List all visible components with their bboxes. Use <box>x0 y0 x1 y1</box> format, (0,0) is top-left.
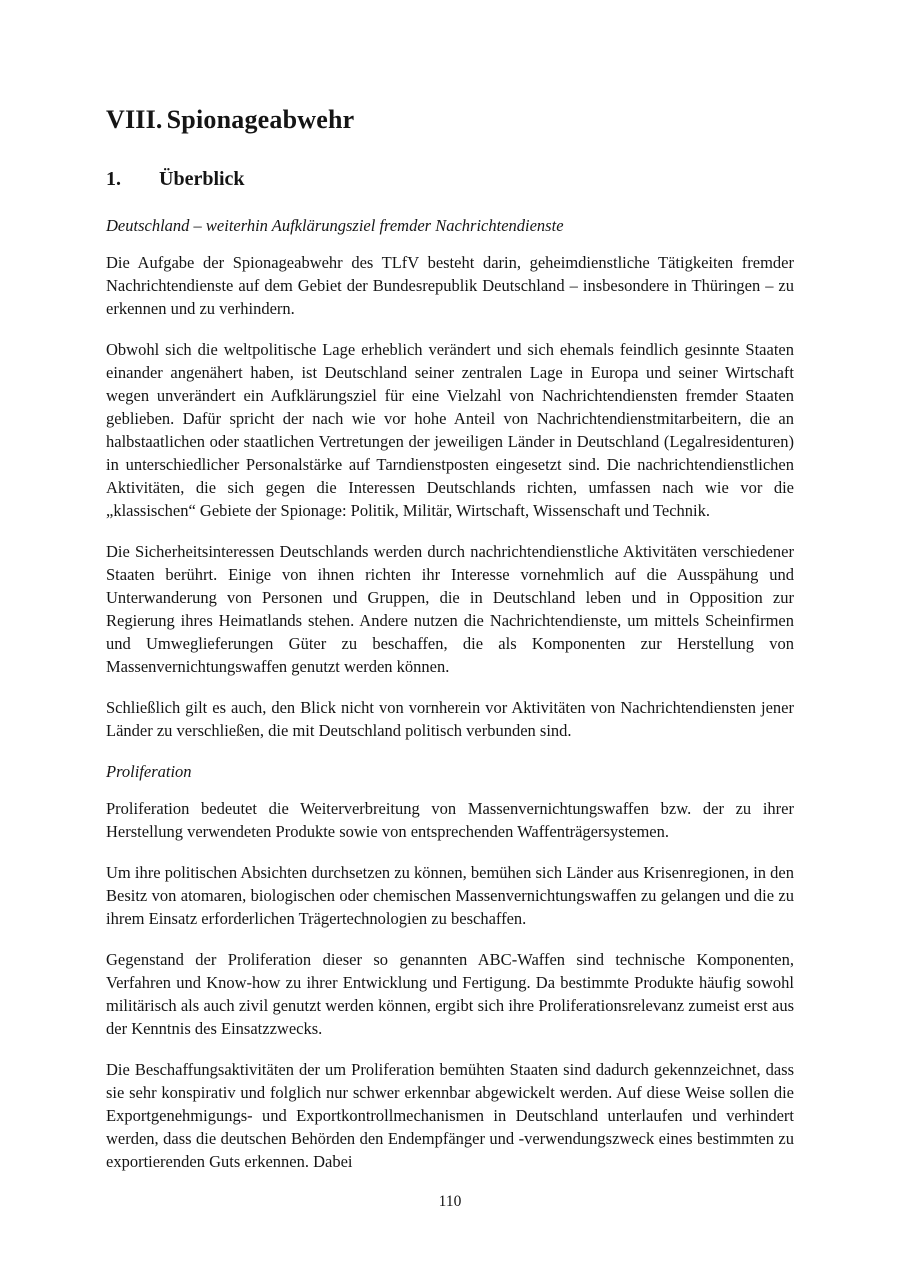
section-heading <box>106 166 794 192</box>
paragraph: Schließlich gilt es auch, den Blick nicht von vornherein vor Aktivitäten von Nachrichtendiensten jener Länder zu verschließen, die mit Deutschland politisch verbunden sind. <box>106 698 794 740</box>
chapter-title: Spionageabwehr <box>166 105 355 134</box>
section-number: 1. <box>106 168 121 190</box>
section-title: Überblick <box>159 168 245 190</box>
chapter-number: VIII. <box>106 105 163 134</box>
overview-paragraphs <box>106 251 794 742</box>
paragraph: Gegenstand der Proliferation dieser so genannten ABC-Waffen sind technische Komponenten, Verfahren und Know-how zu ihrer Entwicklung und Fertigung. Da bestimmte Produkte häufig sowohl militärisch als auch zivil genutzt werden können, ergibt sich ihre Proliferationsrelevanz zumeist erst aus der Kenntnis des Einsatzzwecks. <box>106 950 794 1038</box>
paragraph: Um ihre politischen Absichten durchsetzen zu können, bemühen sich Länder aus Krisenregionen, in den Besitz von atomaren, biologischen oder chemischen Massenvernichtungswaffen zu gelangen und die zu ihrem Einsatz erforderlichen Trägertechnologien zu beschaffen. <box>106 863 794 928</box>
subheading-overview: Deutschland – weiterhin Aufklärungsziel fremder Nachrichtendienste <box>106 216 564 235</box>
proliferation-paragraphs <box>106 797 794 1173</box>
page-number: 110 <box>438 1193 462 1210</box>
page-content <box>106 0 794 1173</box>
paragraph: Obwohl sich die weltpolitische Lage erheblich verändert und sich ehemals feindlich gesinnte Staaten einander angenähert haben, ist Deutschland seiner zentralen Lage in Europa und seiner Wirtschaft wegen unverändert ein Aufklärungsziel für eine Vielzahl von Nachrichtendiensten fremder Staaten geblieben. Dafür spricht der nach wie vor hohe Anteil von Nachrichtendienstmitarbeitern, die an halbstaatlichen oder staatlichen Vertretungen der jeweiligen Länder in Deutschland (Legalresidenturen) in unterschiedlicher Personalstärke auf Tarndienstposten eingesetzt sind. Die nachrichtendienstlichen Aktivitäten, die sich gegen die Interessen Deutschlands richten, umfassen nach wie vor die „klassischen“ Gebiete der Spionage: Politik, Militär, Wirtschaft, Wissenschaft und Technik. <box>106 340 794 520</box>
subheading-proliferation: Proliferation <box>106 762 192 781</box>
paragraph: Die Sicherheitsinteressen Deutschlands werden durch nachrichtendienstliche Aktivitäten verschiedener Staaten berührt. Einige von ihnen richten ihr Interesse vornehmlich auf die Ausspähung und Unterwanderung von Personen und Gruppen, die in Deutschland leben und in Opposition zur Regierung ihres Heimatlands stehen. Andere nutzen die Nachrichtendienste, um mittels Scheinfirmen und Umweglieferungen Güter zu beschaffen, die als Komponenten zur Herstellung von Massenvernichtungswaffen genutzt werden können. <box>106 542 794 676</box>
paragraph: Die Aufgabe der Spionageabwehr des TLfV besteht darin, geheimdienstliche Tätigkeiten fremder Nachrichtendienste auf dem Gebiet der Bundesrepublik Deutschland – insbesondere in Thüringen – zu erkennen und zu verhindern. <box>106 253 794 318</box>
paragraph: Die Beschaffungsaktivitäten der um Proliferation bemühten Staaten sind dadurch gekennzeichnet, dass sie sehr konspirativ und folglich nur schwer erkennbar abgewickelt werden. Auf diese Weise sollen die Exportgenehmigungs- und Exportkontrollmechanismen in Deutschland unterlaufen und verhindert werden, dass die deutschen Behörden den Endempfänger und -verwendungszweck eines bestimmten zu exportierenden Guts erkennen. Dabei <box>106 1060 794 1171</box>
chapter-heading <box>106 104 794 136</box>
paragraph: Proliferation bedeutet die Weiterverbreitung von Massenvernichtungswaffen bzw. der zu ihrer Herstellung verwendeten Produkte sowie von entsprechenden Waffenträgersystemen. <box>106 799 794 841</box>
